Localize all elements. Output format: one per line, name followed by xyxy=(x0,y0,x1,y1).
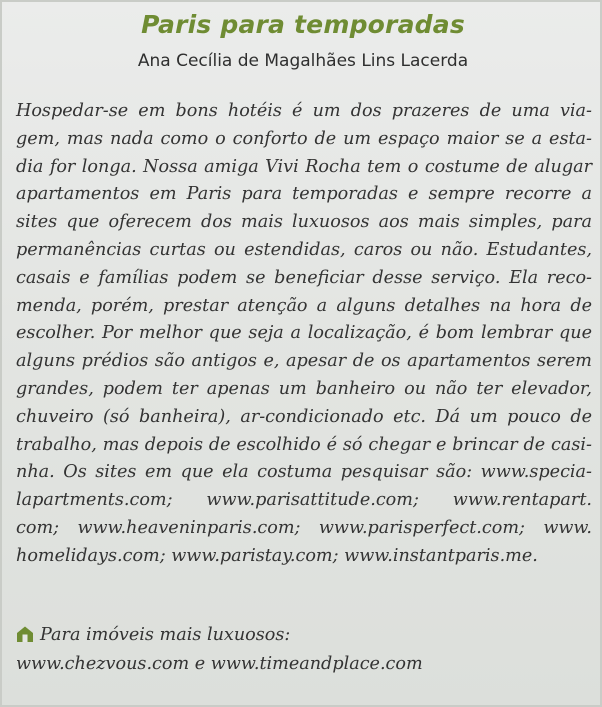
body-line: apartamentos em Paris para temporadas e sempre recorre a xyxy=(16,184,592,205)
body-line: trabalho, mas depois de escolhido é só chegar e brincar de casi- xyxy=(16,434,592,455)
body-line: Hospedar-se em bons hotéis é um dos prazeres de uma via- xyxy=(16,101,592,121)
body-line: permanências curtas ou estendidas, caros ou não. Estudantes, xyxy=(16,239,592,260)
body-line: lapartments.com; www.parisattitude.com; www.rentapart. xyxy=(16,490,592,511)
body-line: casais e famílias podem se beneficiar desse serviço. Ela reco- xyxy=(16,267,592,288)
body-line: chuveiro (só banheira), ar-condicionado etc. Dá um pouco de xyxy=(16,406,592,427)
body-line: homelidays.com; www.paristay.com; www.instantparis.me. xyxy=(16,545,538,566)
tip-heading xyxy=(16,621,592,650)
body-line: escolher. Por melhor que seja a localização, é bom lembrar que xyxy=(16,323,592,344)
body-line: alguns prédios são antigos e, apesar de os apartamentos serem xyxy=(16,351,592,372)
body-line: com; www.heaveninparis.com; www.parisperfect.com; www. xyxy=(16,517,592,538)
body-line: gem, mas nada como o conforto de um espaço maior se a esta- xyxy=(16,128,592,149)
body-line: menda, porém, prestar atenção a alguns detalhes na hora de xyxy=(16,295,592,316)
body-line: dia for longa. Nossa amiga Vivi Rocha tem o costume de alugar xyxy=(16,156,592,177)
article-title: Paris para temporadas xyxy=(141,10,465,39)
article-author: Ana Cecília de Magalhães Lins Lacerda xyxy=(137,51,469,71)
tip-label: Para imóveis mais luxuosos: xyxy=(40,625,291,645)
body-line: nha. Os sites em que ela costuma pesquisar são: www.specia- xyxy=(16,462,592,483)
luxury-tip xyxy=(16,621,592,679)
tip-sites: www.chezvous.com e www.timeandplace.com xyxy=(16,654,423,674)
body-line: sites que oferecem dos mais luxuosos aos mais simples, para xyxy=(16,212,592,233)
body-line: grandes, podem ter apenas um banheiro ou não ter elevador, xyxy=(16,378,592,399)
article-body xyxy=(16,98,592,571)
house-icon xyxy=(16,625,34,643)
